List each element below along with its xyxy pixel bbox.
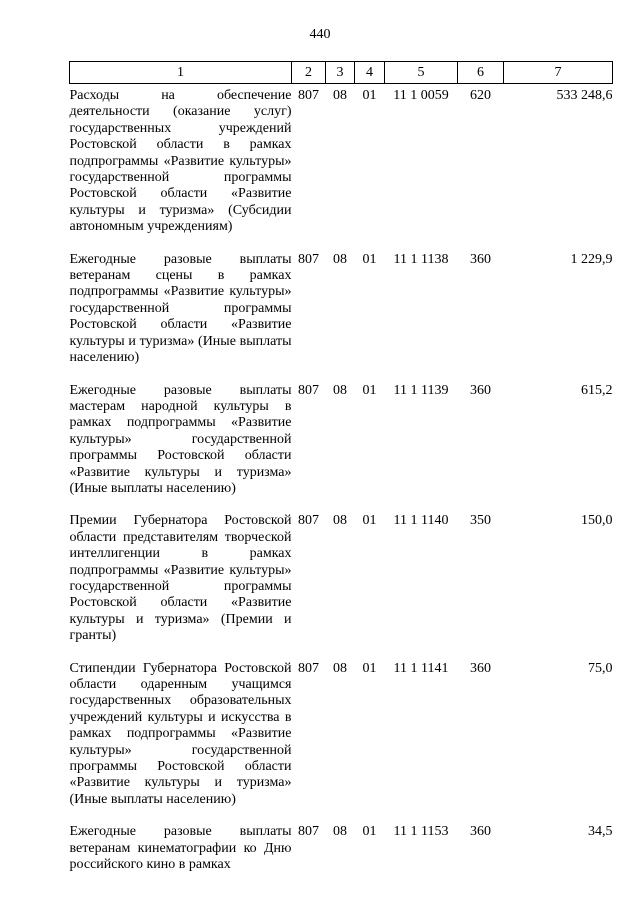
section-code: 08 <box>333 660 347 676</box>
table-row <box>70 383 613 514</box>
budget-table <box>69 61 613 889</box>
section-code: 08 <box>333 824 347 840</box>
table-row <box>70 513 613 660</box>
subsection-code: 01 <box>362 660 377 676</box>
table-body <box>70 84 613 890</box>
table-row <box>70 824 613 889</box>
ministry-code: 807 <box>298 513 319 529</box>
amount-value: 34,5 <box>588 824 613 840</box>
expense-type-code: 360 <box>470 660 491 676</box>
column-header: 5 <box>385 62 458 84</box>
row-description: Стипендии Губернатора Ростовской области одаренным учащимся государственных образовательных учреждений культуры и искусства в рамках подпрограммы «Развитие культуры» государственной программы Ростовской области «Развитие культуры и туризма» (Иные выплаты населению) <box>69 660 292 807</box>
page-number: 440 <box>309 27 331 42</box>
target-article-code: 11 1 1141 <box>393 660 449 676</box>
row-description: Ежегодные разовые выплаты ветеранам сцены в рамках подпрограммы «Развитие культуры» государственной программы Ростовской области «Развитие культуры и туризма» (Иные выплаты населению) <box>69 251 292 366</box>
subsection-code: 01 <box>362 251 377 267</box>
column-header: 1 <box>70 62 292 84</box>
row-description: Премии Губернатора Ростовской области представителям творческой интеллигенции в рамках подпрограммы «Развитие культуры» государственной программы Ростовской области «Развитие культуры и туризма» (Премии и гранты) <box>69 513 292 644</box>
section-code: 08 <box>333 382 347 398</box>
table-row <box>70 84 613 252</box>
row-description: Ежегодные разовые выплаты ветеранам кинематографии ко Дню российского кино в рамках <box>69 824 292 873</box>
ministry-code: 807 <box>298 88 319 103</box>
amount-value: 533 248,6 <box>556 88 613 103</box>
ministry-code: 807 <box>298 382 319 398</box>
column-header: 7 <box>504 62 613 84</box>
header-row <box>70 62 613 84</box>
subsection-code: 01 <box>362 88 377 103</box>
target-article-code: 11 1 1138 <box>393 251 449 267</box>
row-description: Расходы на обеспечение деятельности (оказание услуг) государственных учреждений Ростовской области в рамках подпрограммы «Развитие культуры» государственной программы Ростовской области «Развитие культуры и туризма» (Субсидии автономным учреждениям) <box>69 88 292 235</box>
expense-type-code: 360 <box>470 824 491 840</box>
section-code: 08 <box>333 251 347 267</box>
amount-value: 75,0 <box>588 660 613 676</box>
target-article-code: 11 1 1153 <box>393 824 449 840</box>
section-code: 08 <box>333 513 347 529</box>
row-description: Ежегодные разовые выплаты мастерам народной культуры в рамках подпрограммы «Развитие культуры» государственной программы Ростовской области «Развитие культуры и туризма» (Иные выплаты населению) <box>69 382 292 496</box>
target-article-code: 11 1 0059 <box>393 88 449 103</box>
column-header: 3 <box>326 62 355 84</box>
ministry-code: 807 <box>298 824 319 840</box>
ministry-code: 807 <box>298 251 319 267</box>
column-header: 4 <box>355 62 385 84</box>
table-row <box>70 252 613 383</box>
subsection-code: 01 <box>362 382 377 398</box>
expense-type-code: 360 <box>470 382 491 398</box>
expense-type-code: 350 <box>470 513 491 529</box>
subsection-code: 01 <box>362 824 377 840</box>
section-code: 08 <box>333 88 347 103</box>
target-article-code: 11 1 1139 <box>393 382 449 398</box>
expense-type-code: 620 <box>470 88 491 103</box>
amount-value: 615,2 <box>581 382 613 398</box>
expense-type-code: 360 <box>470 251 491 267</box>
amount-value: 1 229,9 <box>570 251 613 267</box>
column-header: 6 <box>458 62 504 84</box>
table-row <box>70 661 613 825</box>
column-header: 2 <box>292 62 326 84</box>
ministry-code: 807 <box>298 660 319 676</box>
amount-value: 150,0 <box>581 513 613 529</box>
subsection-code: 01 <box>362 513 377 529</box>
target-article-code: 11 1 1140 <box>393 513 449 529</box>
